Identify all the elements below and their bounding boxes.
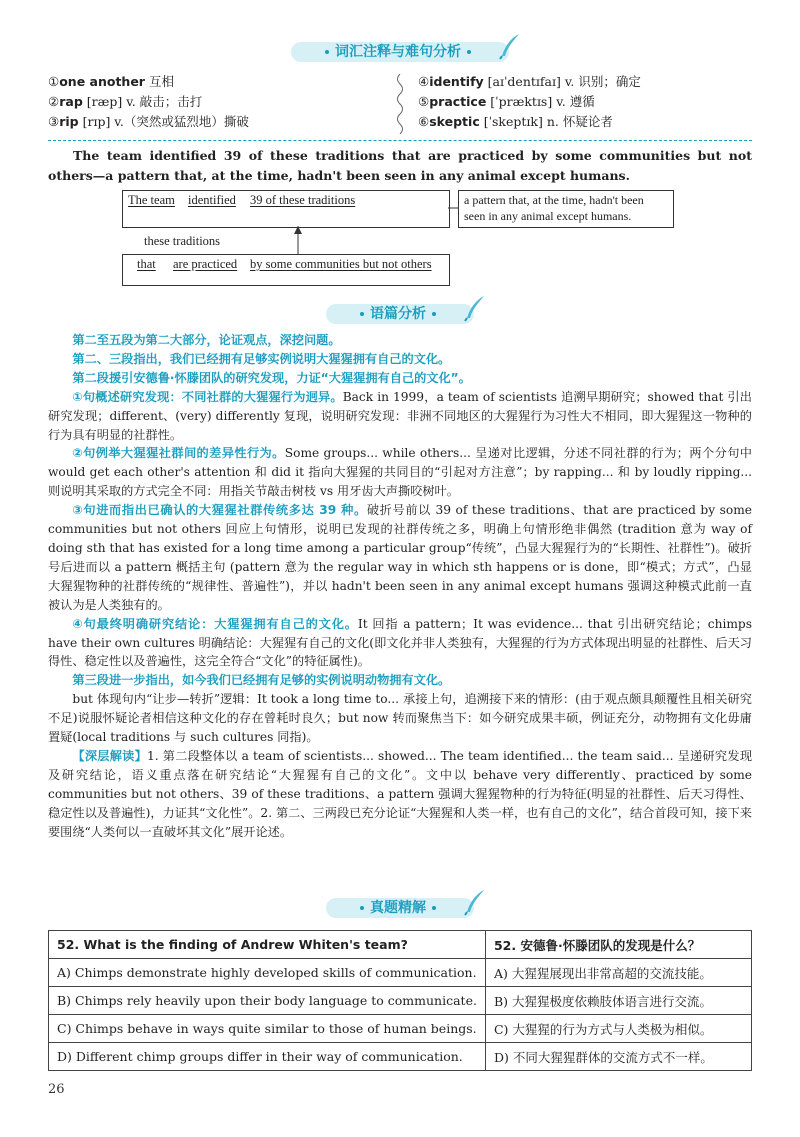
section-banner-vocab: [291, 42, 509, 62]
appositive-line-1: a pattern that, at the time, hadn't been: [464, 193, 644, 207]
section-banner-questions: [326, 898, 474, 918]
table-row: [49, 1015, 752, 1043]
sentence-analysis-1: ①句概述研究发现：不同社群的大猩猩行为迥异。Back in 1999，a team of scientists 追溯早期研究；showed that 引出研究发现；different、(very) differently 复现，说明研究发现：非洲不同地区的大猩猩行为习性大不相同，即大猩猩这一物种的行为具有明显的社群性。: [48, 389, 752, 442]
analysis-text: [48, 331, 752, 841]
quill-icon: [497, 32, 523, 60]
option-en: A) Chimps demonstrate highly developed skills of communication.: [49, 959, 486, 987]
table-row: [49, 1043, 752, 1071]
appositive-line-2: seen in any animal except humans.: [464, 209, 632, 223]
section-summary: 第二、三段指出，我们已经拥有足够实例说明大猩猩拥有自己的文化。: [72, 351, 451, 366]
vocab-list-right: [418, 72, 641, 132]
banner-title: 词汇注释与难句分析: [335, 44, 461, 60]
vocab-item: ⑤practice [ˈpræktɪs] v. 遵循: [418, 94, 595, 109]
quill-icon: [462, 294, 488, 322]
option-zh: B) 大猩猩极度依赖肢体语言进行交流。: [485, 987, 751, 1015]
question-table: [48, 930, 752, 1071]
relative-pronoun-label: that: [137, 257, 156, 271]
section-banner-discourse: [326, 304, 474, 324]
verb-label: identified: [188, 193, 236, 207]
vocab-item: ②rap [ræp] v. 敲击；击打: [48, 94, 203, 109]
table-row: [49, 959, 752, 987]
section-divider: [48, 140, 752, 141]
option-zh: A) 大猩猩展现出非常高超的交流技能。: [485, 959, 751, 987]
option-zh: D) 不同大猩猩群体的交流方式不一样。: [485, 1043, 751, 1071]
key-sentence: The team identified 39 of these traditions that are practiced by some communities but not others—a pattern that, at the time, hadn't been seen in any animal except humans.: [48, 148, 752, 183]
option-en: D) Different chimp groups differ in their way of communication.: [49, 1043, 486, 1071]
part-summary: 第二至五段为第二大部分，论证观点，深挖问题。: [72, 333, 341, 347]
relative-agent-label: by some communities but not others: [250, 257, 432, 271]
spiral-binding-icon: [393, 74, 407, 134]
sentence-analysis-4: ④句最终明确研究结论：大猩猩拥有自己的文化。It 回指 a pattern；It was evidence... that 引出研究结论；chimps have their own cultures 明确结论：大猩猩有自己的文化(即文化并非人类独有，大猩猩的行为方式体现出明显的社群性、后天习得性、稳定性以及普遍性，这完全符合“文化”的特征属性)。: [48, 616, 752, 669]
vocab-item: ④identify [aɪˈdentɪfaɪ] v. 识别；确定: [418, 74, 641, 89]
question-zh: 52. 安德鲁·怀滕团队的发现是什么？: [485, 931, 751, 959]
object-label: 39 of these traditions: [250, 193, 356, 207]
table-row: [49, 987, 752, 1015]
paragraph-analysis: but 体现句内“让步—转折”逻辑：It took a long time to... 承接上句，追溯接下来的情形：(由于观点颇具颠覆性且相关研究不足)说服怀疑论者相信这种文化的存在曾耗时良久；but now 转而聚焦当下：如今研究成果丰硕，例证充分，动物拥有文化毋庸置疑(local traditions 与 such cultures 同指)。: [48, 692, 752, 745]
subject-label: The team: [128, 193, 175, 207]
sentence-analysis-2: ②句例举大猩猩社群间的差异性行为。Some groups... while others... 呈递对比逻辑，分述不同社群的行为；两个分句中 would get each other's attention 和 did it 指向大猩猩的共同目的“引起对方注意”；by rapping... 和 by loudly ripping... 则说明其采取的方式完全不同：用指关节敲击树枝 vs 用牙齿大声撕咬树叶。: [48, 446, 752, 499]
option-zh: C) 大猩猩的行为方式与人类极为相似。: [485, 1015, 751, 1043]
option-en: B) Chimps rely heavily upon their body language to communicate.: [49, 987, 486, 1015]
relative-clause-box: [122, 254, 450, 286]
relative-verb-label: are practiced: [173, 257, 238, 271]
banner-title: 真题精解: [370, 900, 426, 916]
quill-icon: [462, 888, 488, 916]
banner-title: 语篇分析: [370, 306, 426, 322]
deep-reading: 【深层解读】1. 第二段整体以 a team of scientists... showed... The team identified... the team said... 呈递研究发现及研究结论，语义重点落在研究结论“大猩猩有自己的文化”。文中以 behave very differently、practiced by some communities but not others、39 of these traditions、a pattern 强调大猩猩物种的行为特征(明显的社群性、后天习得性、稳定性以及普遍性)，力证其“文化性”。2. 第二、三两段已充分论证“大猩猩和人类一样，也有自己的文化”，结合首段可知，接下来要围绕“人类何以一直破坏其文化”展开论述。: [48, 748, 753, 839]
page-number: 26: [48, 1082, 65, 1097]
vocab-item: ①one another 互相: [48, 74, 174, 89]
paragraph-summary: 第二段援引安德鲁·怀滕团队的研究发现，力证“大猩猩拥有自己的文化”。: [72, 370, 471, 385]
table-row: [49, 931, 752, 959]
vocab-list-left: [48, 72, 249, 132]
vocab-item: ⑥skeptic [ˈskeptɪk] n. 怀疑论者: [418, 114, 613, 129]
vocab-item: ③rip [rɪp] v.（突然或猛烈地）撕破: [48, 114, 249, 129]
sentence-analysis-3: ③句进而指出已确认的大猩猩社群传统多达 39 种。破折号前以 39 of these traditions、that are practiced by some communities but not others 回应上句情形，说明已发现的社群传统之多，明确上句情形绝非偶然 (tradition 意为 way of doing sth that has existed for a long time among a particular group“传统”，凸显大猩猩行为的“长期性、社群性”)。破折号后进而以 a pattern 概括主句 (pattern 意为 the regular way in which sth happens or is done，即“模式；方式”，凸显大猩猩物种的社群传统的“规律性、普遍性”)，并以 hadn't been seen in any animal except humans 强调这种模式此前一直被认为是人类独有的。: [48, 503, 752, 612]
question-en: 52. What is the finding of Andrew Whiten's team?: [49, 931, 486, 959]
paragraph-summary: 第三段进一步指出，如今我们已经拥有足够的实例说明动物拥有文化。: [72, 673, 451, 688]
antecedent-label: these traditions: [144, 234, 221, 248]
option-en: C) Chimps behave in ways quite similar to those of human beings.: [49, 1015, 486, 1043]
